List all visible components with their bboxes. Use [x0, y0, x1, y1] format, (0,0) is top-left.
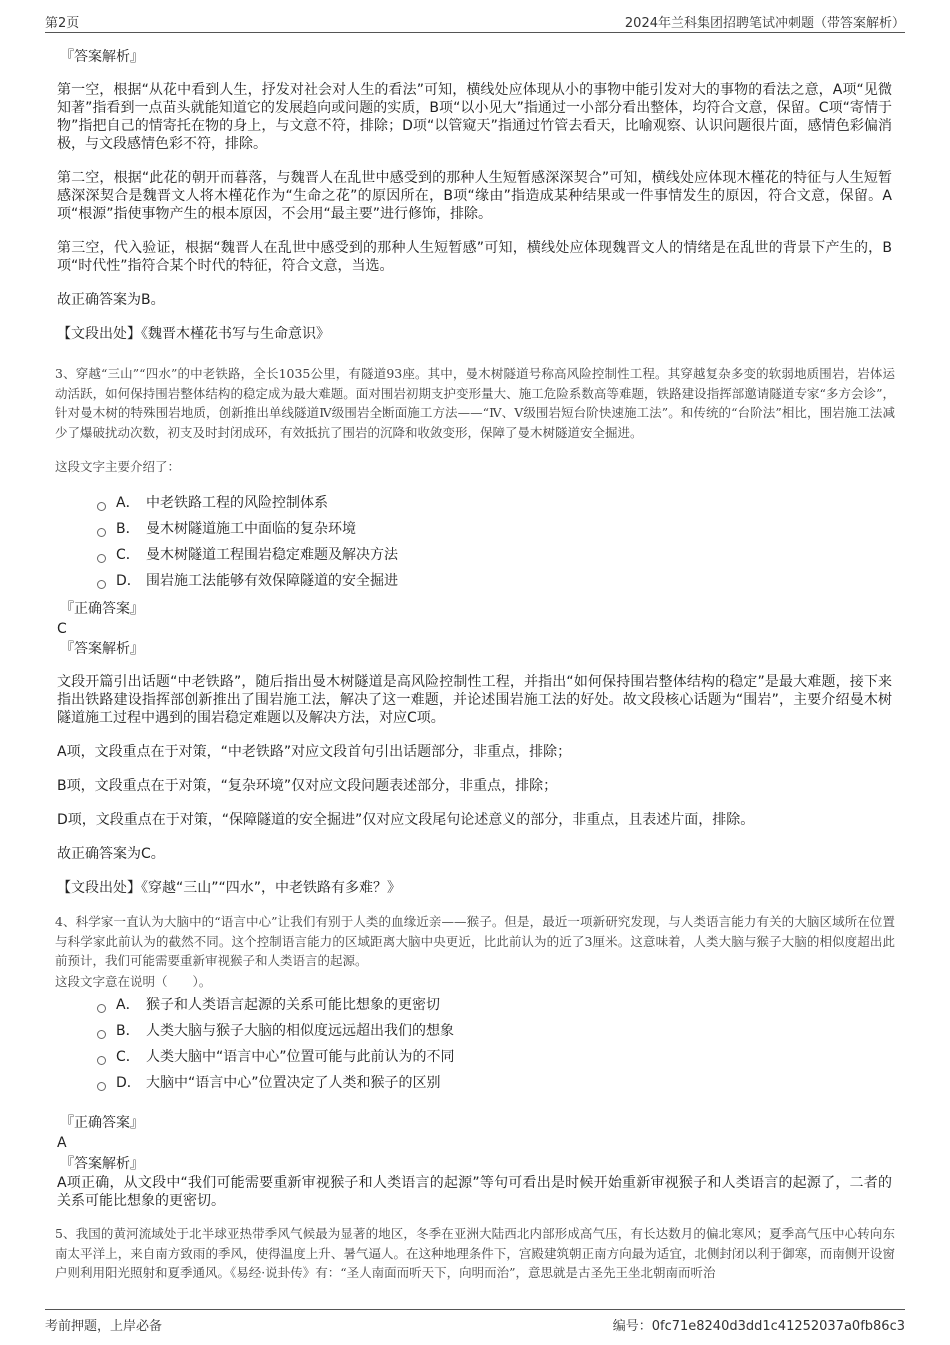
- document-title: 2024年兰科集团招聘笔试冲刺题（带答案解析）: [624, 16, 905, 31]
- q3-stem: 3、穿越“三山”“四水”的中老铁路，全长1035公里，有隧道93座。其中，曼木树隧道号称高风险控制性工程。其穿越复杂多变的软弱地质围岩，岩体运动活跃，如何保持围岩整体结构的稳定成为最大难题。面对围岩初期支护变形量大、施工危险系数高等难题，铁路建设指挥部邀请隧道专家“多方会诊”，针对曼木树的特殊围岩地质，创新推出单线隧道Ⅳ级围岩全断面施工方法——“Ⅳ、Ⅴ级围岩短台阶快速施工法”。和传统的“台阶法”相比，围岩施工法减少了爆破扰动次数，初支及时封闭成环，有效抵抗了围岩的沉降和收敛变形，保障了曼木树隧道安全掘进。: [55, 366, 895, 440]
- document-code: [613, 1315, 905, 1334]
- q3-option-c[interactable]: [97, 546, 398, 564]
- q3-analysis-para-1: 文段开篇引出话题“中老铁路”，随后指出曼木树隧道是高风险控制性工程，并指出“如何保持围岩整体结构的稳定”是最大难题，接下来指出铁路建设指挥部创新推出了围岩施工法，解决了这一难题，并论述围岩施工法的好处。故文段核心话题为“围岩”，主要介绍曼木树隧道施工过程中遇到的围岩稳定难题以及解决方法，对应C项。: [57, 674, 892, 726]
- q3-answer-label: 『正确答案』: [60, 601, 144, 617]
- radio-icon[interactable]: [97, 580, 106, 589]
- q2-conclusion: 故正确答案为B。: [57, 292, 165, 308]
- q3-source: 【文段出处】《穿越“三山”“四水”，中老铁路有多难？》: [57, 880, 402, 896]
- code-label: 编号：: [612, 1319, 652, 1334]
- option-letter: A．: [116, 997, 140, 1013]
- option-text: 人类大脑与猴子大脑的相似度远远超出我们的想象: [146, 1023, 454, 1039]
- q3-option-b[interactable]: [97, 520, 356, 538]
- q4-answer: A: [57, 1135, 67, 1151]
- q3-option-d[interactable]: [97, 572, 398, 590]
- footer-slogan: 考前押题，上岸必备: [45, 1319, 163, 1334]
- option-text: 曼木树隧道工程围岩稳定难题及解决方法: [146, 547, 398, 563]
- q3-analysis-label: 『答案解析』: [60, 641, 144, 657]
- q3-analysis-para-4: D项，文段重点在于对策，“保障隧道的安全掘进”仅对应文段尾句论述意义的部分，非重点，且表述片面，排除。: [57, 812, 755, 828]
- option-text: 大脑中“语言中心”位置决定了人类和猴子的区别: [146, 1075, 441, 1091]
- q2-analysis-para-1: 第一空，根据“从花中看到人生，抒发对社会对人生的看法”可知，横线处应体现从小的事物中能引发对大的事物的看法之意，A项“见微知著”指看到一点苗头就能知道它的发展趋向或问题的实质，B项“以小见大”指通过一小部分看出整体，均符合文意，保留。C项“寄情于物”指把自己的情寄托在物的身上，与文意不符，排除；D项“以管窥天”指通过竹管去看天，比喻观察、认识问题很片面，感情色彩偏消极，与文段感情色彩不符，排除。: [57, 82, 892, 152]
- q4-option-a[interactable]: [97, 996, 440, 1014]
- option-letter: A．: [116, 495, 140, 511]
- option-text: 猴子和人类语言起源的关系可能比想象的更密切: [146, 997, 440, 1013]
- q4-option-b[interactable]: [97, 1022, 454, 1040]
- q5-stem: 5、我国的黄河流域处于北半球亚热带季风气候最为显著的地区，冬季在亚洲大陆西北内部形成高气压，有长达数月的偏北寒风；夏季高气压中心转向东南太平洋上，来自南方致雨的季风，使得温度上升、暑气逼人。在这种地理条件下，宫殿建筑朝正南方向最为适宜，北侧封闭以利于御寒，而南侧开设窗户则利用阳光照射和夏季通风。《易经·说卦传》有：“圣人南面而听天下，向明而治”，意思就是古圣先王坐北朝南而听治: [55, 1226, 895, 1280]
- radio-icon[interactable]: [97, 528, 106, 537]
- q2-analysis-para-3: 第三空，代入验证，根据“魏晋人在乱世中感受到的那种人生短暂感”可知，横线处应体现魏晋文人的情绪是在乱世的背景下产生的，B项“时代性”指符合某个时代的特征，符合文意，当选。: [57, 240, 892, 274]
- q4-option-d[interactable]: [97, 1074, 441, 1092]
- q2-analysis-label: 『答案解析』: [60, 49, 144, 65]
- option-letter: D．: [116, 573, 141, 589]
- header-divider: [45, 32, 905, 33]
- q3-conclusion: 故正确答案为C。: [57, 846, 165, 862]
- q2-analysis-para-2: 第二空，根据“此花的朝开而暮落，与魏晋人在乱世中感受到的那种人生短暂感深深契合”可知，横线处应体现木槿花的特征与人生短暂感深深契合是魏晋文人将木槿花作为“生命之花”的原因所在，B项“缘由”指造成某种结果或一件事情发生的原因，符合文意，保留。A项“根源”指使事物产生的根本原因，不会用“最主要”进行修饰，排除。: [57, 170, 892, 222]
- page-number: 第2页: [45, 16, 80, 31]
- q3-analysis-para-2: A项，文段重点在于对策，“中老铁路”对应文段首句引出话题部分，非重点，排除；: [57, 744, 572, 760]
- option-letter: B．: [116, 521, 140, 537]
- radio-icon[interactable]: [97, 1082, 106, 1091]
- radio-icon[interactable]: [97, 1004, 106, 1013]
- option-text: 人类大脑中“语言中心”位置可能与此前认为的不同: [146, 1049, 455, 1065]
- radio-icon[interactable]: [97, 502, 106, 511]
- q4-analysis-label: 『答案解析』: [60, 1156, 144, 1172]
- q3-analysis-para-3: B项，文段重点在于对策，“复杂环境”仅对应文段问题表述部分，非重点，排除；: [57, 778, 558, 794]
- option-letter: C．: [116, 1049, 140, 1065]
- radio-icon[interactable]: [97, 1030, 106, 1039]
- footer-divider: [45, 1309, 905, 1310]
- code-value: 0fc71e8240d3dd1c41252037a0fb86c3: [651, 1319, 905, 1334]
- q3-prompt: 这段文字主要介绍了：: [55, 459, 181, 474]
- option-text: 中老铁路工程的风险控制体系: [146, 495, 328, 511]
- q2-source: 【文段出处】《魏晋木槿花书写与生命意识》: [57, 326, 330, 342]
- radio-icon[interactable]: [97, 1056, 106, 1065]
- q4-stem: 4、科学家一直认为大脑中的“语言中心”让我们有别于人类的血缘近亲——猴子。但是，最近一项新研究发现，与人类语言能力有关的大脑区域所在位置与科学家此前认为的截然不同。这个控制语言能力的区域距离大脑中央更近，比此前认为的近了3厘米。这意味着，人类大脑与猴子大脑的相似度超出此前预计，我们可能需要重新审视猴子和人类语言的起源。: [55, 914, 895, 968]
- q4-option-c[interactable]: [97, 1048, 455, 1066]
- radio-icon[interactable]: [97, 554, 106, 563]
- q3-option-a[interactable]: [97, 494, 328, 512]
- option-letter: D．: [116, 1075, 141, 1091]
- option-text: 曼木树隧道施工中面临的复杂环境: [146, 521, 356, 537]
- q4-answer-label: 『正确答案』: [60, 1115, 144, 1131]
- q3-answer: C: [57, 621, 67, 637]
- q4-analysis: A项正确，从文段中“我们可能需要重新审视猴子和人类语言的起源”等句可看出是时候开始重新审视猴子和人类语言的起源了，二者的关系可能比想象的更密切。: [57, 1175, 892, 1209]
- q4-prompt: 这段文字意在说明（ ）。: [55, 974, 212, 989]
- option-text: 围岩施工法能够有效保障隧道的安全掘进: [146, 573, 398, 589]
- option-letter: C．: [116, 547, 140, 563]
- option-letter: B．: [116, 1023, 140, 1039]
